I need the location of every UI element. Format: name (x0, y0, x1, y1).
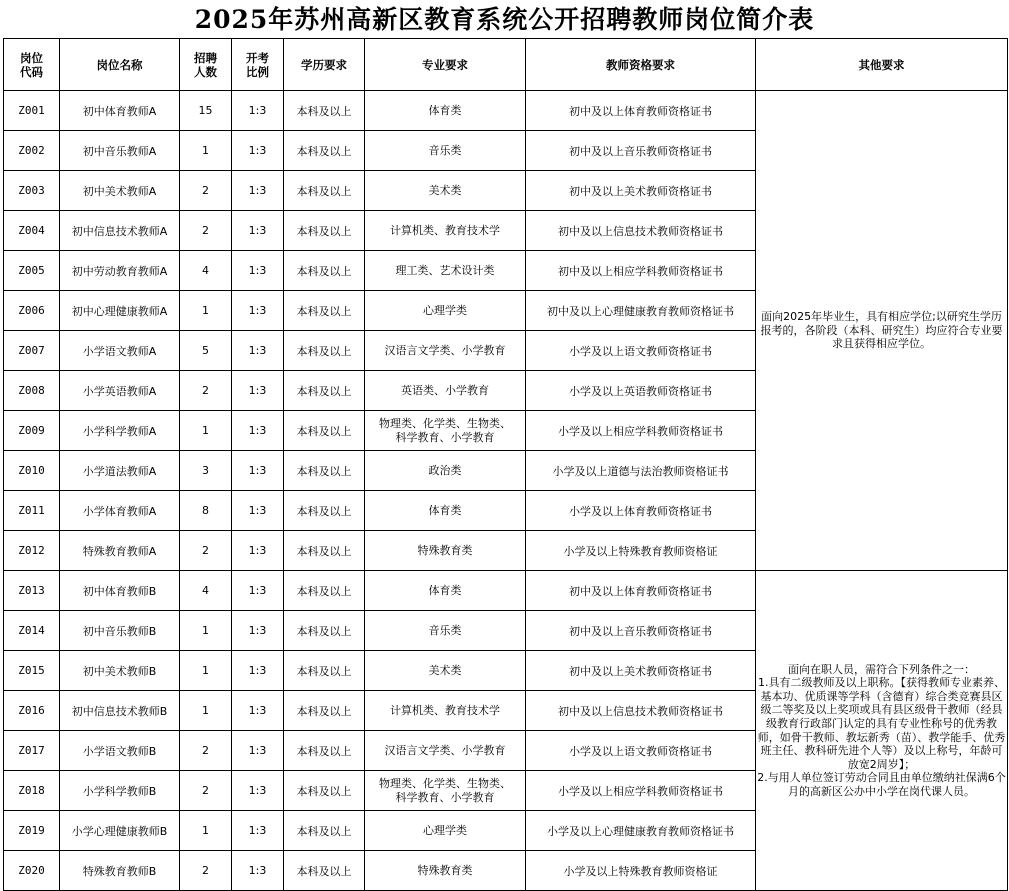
cell-qualification: 小学及以上特殊教育教师资格证 (526, 851, 756, 891)
cell-position-name: 初中心理健康教师A (60, 291, 180, 331)
cell-count: 1 (180, 291, 232, 331)
cell-ratio: 1:3 (232, 291, 284, 331)
cell-code: Z008 (4, 371, 60, 411)
cell-code: Z014 (4, 611, 60, 651)
cell-ratio: 1:3 (232, 731, 284, 771)
cell-position-name: 小学道法教师A (60, 451, 180, 491)
cell-position-name: 初中信息技术教师A (60, 211, 180, 251)
cell-qualification: 小学及以上道德与法治教师资格证书 (526, 451, 756, 491)
cell-position-name: 初中美术教师A (60, 171, 180, 211)
cell-position-name: 初中体育教师A (60, 91, 180, 131)
cell-code: Z005 (4, 251, 60, 291)
cell-count: 1 (180, 411, 232, 451)
cell-education: 本科及以上 (284, 691, 365, 731)
cell-ratio: 1:3 (232, 331, 284, 371)
cell-qualification: 初中及以上体育教师资格证书 (526, 571, 756, 611)
cell-major: 特殊教育类 (365, 531, 526, 571)
cell-count: 4 (180, 251, 232, 291)
cell-ratio: 1:3 (232, 371, 284, 411)
cell-qualification: 初中及以上心理健康教育教师资格证书 (526, 291, 756, 331)
cell-qualification: 小学及以上英语教师资格证书 (526, 371, 756, 411)
cell-qualification: 小学及以上相应学科教师资格证书 (526, 411, 756, 451)
cell-ratio: 1:3 (232, 691, 284, 731)
cell-code: Z012 (4, 531, 60, 571)
cell-code: Z009 (4, 411, 60, 451)
cell-position-name: 小学语文教师B (60, 731, 180, 771)
cell-position-name: 小学英语教师A (60, 371, 180, 411)
cell-education: 本科及以上 (284, 731, 365, 771)
cell-qualification: 初中及以上音乐教师资格证书 (526, 131, 756, 171)
cell-code: Z020 (4, 851, 60, 891)
cell-count: 3 (180, 451, 232, 491)
header-name: 岗位名称 (60, 39, 180, 91)
cell-qualification: 初中及以上体育教师资格证书 (526, 91, 756, 131)
cell-ratio: 1:3 (232, 411, 284, 451)
cell-major: 体育类 (365, 571, 526, 611)
cell-major: 计算机类、教育技术学 (365, 211, 526, 251)
cell-ratio: 1:3 (232, 251, 284, 291)
cell-education: 本科及以上 (284, 611, 365, 651)
cell-count: 2 (180, 211, 232, 251)
cell-ratio: 1:3 (232, 851, 284, 891)
cell-code: Z003 (4, 171, 60, 211)
cell-code: Z017 (4, 731, 60, 771)
cell-qualification: 初中及以上美术教师资格证书 (526, 171, 756, 211)
cell-count: 1 (180, 651, 232, 691)
header-major: 专业要求 (365, 39, 526, 91)
cell-major: 美术类 (365, 171, 526, 211)
cell-count: 15 (180, 91, 232, 131)
header-other: 其他要求 (756, 39, 1008, 91)
cell-ratio: 1:3 (232, 651, 284, 691)
cell-major: 美术类 (365, 651, 526, 691)
cell-count: 1 (180, 611, 232, 651)
cell-major: 物理类、化学类、生物类、 科学教育、小学教育 (365, 771, 526, 811)
cell-education: 本科及以上 (284, 131, 365, 171)
cell-ratio: 1:3 (232, 211, 284, 251)
cell-education: 本科及以上 (284, 811, 365, 851)
cell-position-name: 初中音乐教师B (60, 611, 180, 651)
page-title: 2025年苏州高新区教育系统公开招聘教师岗位简介表 (194, 5, 815, 34)
cell-major: 心理学类 (365, 811, 526, 851)
cell-education: 本科及以上 (284, 531, 365, 571)
cell-education: 本科及以上 (284, 91, 365, 131)
cell-qualification: 小学及以上特殊教育教师资格证 (526, 531, 756, 571)
cell-position-name: 小学科学教师B (60, 771, 180, 811)
cell-count: 2 (180, 731, 232, 771)
cell-qualification: 小学及以上语文教师资格证书 (526, 331, 756, 371)
cell-education: 本科及以上 (284, 851, 365, 891)
cell-count: 5 (180, 331, 232, 371)
cell-education: 本科及以上 (284, 371, 365, 411)
table-row (4, 571, 1008, 611)
cell-position-name: 小学语文教师A (60, 331, 180, 371)
cell-major: 英语类、小学教育 (365, 371, 526, 411)
cell-code: Z018 (4, 771, 60, 811)
header-qualification: 教师资格要求 (526, 39, 756, 91)
header-education: 学历要求 (284, 39, 365, 91)
cell-qualification: 小学及以上体育教师资格证书 (526, 491, 756, 531)
cell-position-name: 初中音乐教师A (60, 131, 180, 171)
cell-code: Z007 (4, 331, 60, 371)
cell-count: 2 (180, 771, 232, 811)
cell-count: 4 (180, 571, 232, 611)
cell-ratio: 1:3 (232, 531, 284, 571)
header-code: 岗位 代码 (4, 39, 60, 91)
cell-ratio: 1:3 (232, 171, 284, 211)
cell-count: 2 (180, 851, 232, 891)
cell-education: 本科及以上 (284, 291, 365, 331)
cell-qualification: 小学及以上相应学科教师资格证书 (526, 771, 756, 811)
positions-table (3, 38, 1008, 891)
cell-qualification: 初中及以上信息技术教师资格证书 (526, 691, 756, 731)
cell-qualification: 小学及以上心理健康教育教师资格证书 (526, 811, 756, 851)
cell-education: 本科及以上 (284, 331, 365, 371)
cell-count: 2 (180, 171, 232, 211)
cell-major: 体育类 (365, 491, 526, 531)
cell-position-name: 初中信息技术教师B (60, 691, 180, 731)
cell-major: 特殊教育类 (365, 851, 526, 891)
cell-major: 理工类、艺术设计类 (365, 251, 526, 291)
cell-ratio: 1:3 (232, 131, 284, 171)
cell-code: Z004 (4, 211, 60, 251)
cell-major: 心理学类 (365, 291, 526, 331)
cell-ratio: 1:3 (232, 91, 284, 131)
cell-qualification: 初中及以上相应学科教师资格证书 (526, 251, 756, 291)
cell-major: 计算机类、教育技术学 (365, 691, 526, 731)
cell-ratio: 1:3 (232, 451, 284, 491)
cell-education: 本科及以上 (284, 211, 365, 251)
cell-count: 1 (180, 131, 232, 171)
cell-major: 音乐类 (365, 611, 526, 651)
cell-code: Z019 (4, 811, 60, 851)
cell-count: 2 (180, 531, 232, 571)
cell-position-name: 小学体育教师A (60, 491, 180, 531)
cell-education: 本科及以上 (284, 491, 365, 531)
cell-major: 汉语言文学类、小学教育 (365, 731, 526, 771)
cell-code: Z006 (4, 291, 60, 331)
cell-code: Z002 (4, 131, 60, 171)
cell-qualification: 初中及以上音乐教师资格证书 (526, 611, 756, 651)
header-row (4, 39, 1008, 91)
cell-major: 汉语言文学类、小学教育 (365, 331, 526, 371)
cell-ratio: 1:3 (232, 611, 284, 651)
cell-count: 1 (180, 691, 232, 731)
cell-education: 本科及以上 (284, 171, 365, 211)
cell-major: 体育类 (365, 91, 526, 131)
other-requirements-employed: 面向在职人员，需符合下列条件之一： 1.具有二级教师及以上职称。【获得教师专业素养、基本功、优质课等学科（含德育）综合类竞赛县区级二等奖及以上奖项或具有县区级骨干教师（经县级教育行政部门认定的具有专业性称号的优秀教师，如骨干教师、教坛新秀（苗）、教学能手、优秀班主任、教科研先进个人等）及以上称号，年龄可放宽2周岁】； 2.与用人单位签订劳动合同且由单位缴纳社保满6个月的高新区公办中小学在岗代课人员。 (756, 571, 1008, 891)
other-requirements-graduates: 面向2025年毕业生，具有相应学位;以研究生学历报考的，各阶段（本科、研究生）均应符合专业要求且获得相应学位。 (756, 91, 1008, 571)
cell-ratio: 1:3 (232, 571, 284, 611)
cell-education: 本科及以上 (284, 251, 365, 291)
cell-code: Z001 (4, 91, 60, 131)
cell-qualification: 小学及以上语文教师资格证书 (526, 731, 756, 771)
cell-education: 本科及以上 (284, 451, 365, 491)
header-ratio: 开考 比例 (232, 39, 284, 91)
table-row (4, 91, 1008, 131)
cell-education: 本科及以上 (284, 771, 365, 811)
cell-count: 2 (180, 371, 232, 411)
cell-major: 政治类 (365, 451, 526, 491)
cell-qualification: 初中及以上美术教师资格证书 (526, 651, 756, 691)
cell-code: Z011 (4, 491, 60, 531)
cell-code: Z016 (4, 691, 60, 731)
cell-count: 1 (180, 811, 232, 851)
cell-code: Z015 (4, 651, 60, 691)
cell-education: 本科及以上 (284, 651, 365, 691)
cell-code: Z013 (4, 571, 60, 611)
cell-count: 8 (180, 491, 232, 531)
cell-position-name: 特殊教育教师A (60, 531, 180, 571)
cell-position-name: 小学心理健康教师B (60, 811, 180, 851)
header-count: 招聘 人数 (180, 39, 232, 91)
cell-major: 物理类、化学类、生物类、 科学教育、小学教育 (365, 411, 526, 451)
cell-qualification: 初中及以上信息技术教师资格证书 (526, 211, 756, 251)
cell-ratio: 1:3 (232, 491, 284, 531)
cell-education: 本科及以上 (284, 411, 365, 451)
cell-code: Z010 (4, 451, 60, 491)
cell-education: 本科及以上 (284, 571, 365, 611)
cell-position-name: 初中美术教师B (60, 651, 180, 691)
cell-position-name: 小学科学教师A (60, 411, 180, 451)
cell-position-name: 特殊教育教师B (60, 851, 180, 891)
cell-major: 音乐类 (365, 131, 526, 171)
cell-ratio: 1:3 (232, 771, 284, 811)
cell-ratio: 1:3 (232, 811, 284, 851)
cell-position-name: 初中劳动教育教师A (60, 251, 180, 291)
cell-position-name: 初中体育教师B (60, 571, 180, 611)
